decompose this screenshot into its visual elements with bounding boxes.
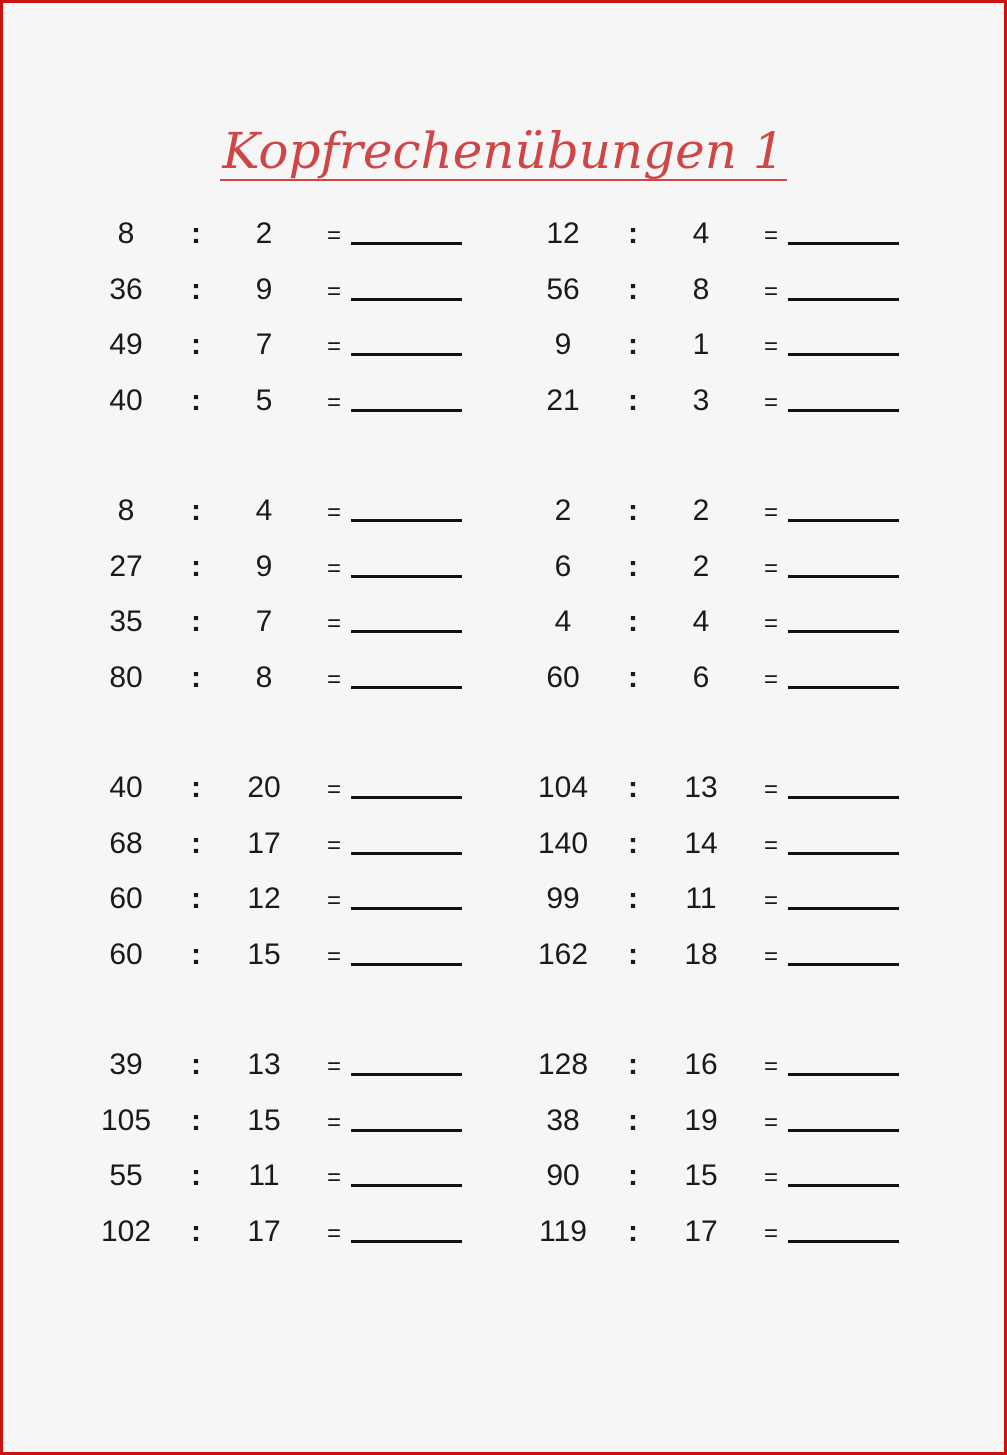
divisor: 20	[247, 771, 281, 804]
answer-blank-line[interactable]	[788, 1184, 899, 1187]
division-exercise	[3, 879, 423, 919]
dividend: 140	[537, 826, 589, 860]
divisor: 17	[247, 826, 281, 860]
division-sign: :	[191, 494, 201, 527]
dividend: 60	[546, 660, 580, 694]
divisor: 8	[255, 660, 273, 694]
divisor: 15	[684, 1159, 718, 1192]
division-sign: :	[628, 1103, 638, 1137]
equals-sign: =	[326, 887, 341, 914]
equals-sign: =	[763, 1108, 778, 1136]
divisor: 8	[692, 272, 710, 306]
dividend: 60	[109, 882, 143, 915]
equals-sign: =	[763, 610, 778, 637]
dividend: 9	[554, 328, 572, 361]
divisor: 7	[255, 328, 273, 361]
division-sign: :	[191, 937, 201, 971]
division-exercise	[3, 935, 423, 975]
dividend: 36	[109, 272, 143, 306]
dividend: 38	[546, 1103, 580, 1137]
dividend: 8	[117, 494, 135, 527]
division-sign: :	[191, 1103, 201, 1137]
answer-blank-line[interactable]	[788, 575, 899, 578]
equals-sign: =	[763, 499, 778, 526]
divisor: 17	[247, 1214, 281, 1248]
division-sign: :	[628, 1159, 638, 1192]
division-exercise	[3, 325, 423, 365]
dividend: 119	[539, 1214, 587, 1248]
answer-blank-line[interactable]	[788, 963, 899, 966]
division-sign: :	[628, 1048, 638, 1081]
division-sign: :	[628, 272, 638, 306]
divisor: 4	[692, 217, 710, 250]
division-sign: :	[628, 383, 638, 417]
divisor: 2	[692, 549, 710, 583]
divisor: 16	[684, 1048, 718, 1081]
division-exercise	[3, 768, 423, 808]
division-exercise	[3, 381, 423, 421]
equals-sign: =	[763, 887, 778, 914]
division-sign: :	[191, 272, 201, 306]
answer-blank-line[interactable]	[788, 686, 899, 689]
equals-sign: =	[763, 776, 778, 803]
division-exercise	[440, 1045, 860, 1085]
division-exercise	[3, 658, 423, 698]
divisor: 13	[247, 1048, 281, 1081]
equals-sign: =	[763, 333, 778, 360]
divisor: 17	[684, 1214, 718, 1248]
equals-sign: =	[326, 1164, 341, 1191]
dividend: 8	[117, 217, 135, 250]
division-exercise	[440, 214, 860, 254]
division-exercise	[440, 381, 860, 421]
answer-blank-line[interactable]	[788, 242, 899, 245]
divisor: 1	[692, 328, 710, 361]
division-sign: :	[628, 217, 638, 250]
equals-sign: =	[763, 277, 778, 305]
division-exercise	[3, 270, 423, 310]
answer-blank-line[interactable]	[788, 409, 899, 412]
dividend: 35	[109, 605, 143, 638]
division-exercise	[440, 491, 860, 531]
divisor: 18	[684, 937, 718, 971]
division-sign: :	[191, 605, 201, 638]
dividend: 6	[554, 549, 572, 583]
division-sign: :	[191, 826, 201, 860]
division-exercise	[440, 768, 860, 808]
division-sign: :	[191, 882, 201, 915]
divisor: 19	[684, 1103, 718, 1137]
equals-sign: =	[326, 831, 341, 859]
dividend: 40	[109, 771, 143, 804]
division-exercise	[3, 1101, 423, 1141]
dividend: 60	[109, 937, 143, 971]
division-exercise	[3, 602, 423, 642]
division-sign: :	[191, 660, 201, 694]
division-sign: :	[628, 937, 638, 971]
division-sign: :	[191, 771, 201, 804]
division-exercise	[440, 658, 860, 698]
dividend: 68	[109, 826, 143, 860]
division-sign: :	[191, 328, 201, 361]
dividend: 99	[546, 882, 580, 915]
equals-sign: =	[326, 388, 341, 416]
divisor: 11	[248, 1159, 280, 1192]
divisor: 9	[255, 549, 273, 583]
division-sign: :	[191, 217, 201, 250]
division-exercise	[3, 214, 423, 254]
equals-sign: =	[326, 222, 341, 249]
equals-sign: =	[326, 277, 341, 305]
answer-blank-line[interactable]	[788, 1073, 899, 1076]
division-sign: :	[191, 1159, 201, 1192]
division-sign: :	[628, 1214, 638, 1248]
answer-blank-line[interactable]	[788, 630, 899, 633]
equals-sign: =	[763, 942, 778, 970]
divisor: 7	[255, 605, 273, 638]
equals-sign: =	[326, 1053, 341, 1080]
dividend: 21	[546, 383, 580, 417]
dividend: 40	[109, 383, 143, 417]
equals-sign: =	[763, 1219, 778, 1247]
divisor: 15	[247, 937, 281, 971]
equals-sign: =	[763, 554, 778, 582]
division-sign: :	[628, 826, 638, 860]
division-sign: :	[628, 605, 638, 638]
division-sign: :	[191, 549, 201, 583]
dividend: 90	[546, 1159, 580, 1192]
division-exercise	[440, 325, 860, 365]
answer-blank-line[interactable]	[788, 353, 899, 356]
division-exercise	[440, 1212, 860, 1252]
answer-blank-line[interactable]	[788, 907, 899, 910]
divisor: 9	[255, 272, 273, 306]
dividend: 39	[109, 1048, 143, 1081]
equals-sign: =	[326, 776, 341, 803]
division-exercise	[3, 1045, 423, 1085]
division-sign: :	[191, 1048, 201, 1081]
equals-sign: =	[326, 942, 341, 970]
equals-sign: =	[326, 610, 341, 637]
divisor: 4	[255, 494, 273, 527]
division-exercise	[440, 270, 860, 310]
worksheet-title-text: Kopfrechenübungen 1	[222, 122, 785, 180]
equals-sign: =	[763, 1164, 778, 1191]
answer-blank-line[interactable]	[788, 519, 899, 522]
dividend: 4	[554, 605, 572, 638]
divisor: 4	[692, 605, 710, 638]
worksheet-title	[3, 123, 1004, 193]
equals-sign: =	[326, 665, 341, 693]
dividend: 12	[546, 217, 580, 250]
division-exercise	[440, 1101, 860, 1141]
dividend: 105	[100, 1103, 152, 1137]
division-sign: :	[628, 549, 638, 583]
answer-blank-line[interactable]	[788, 298, 899, 301]
dividend: 80	[109, 660, 143, 694]
equals-sign: =	[763, 665, 778, 693]
divisor: 3	[692, 383, 710, 417]
answer-blank-line[interactable]	[788, 1129, 899, 1132]
divisor: 5	[255, 383, 273, 417]
equals-sign: =	[763, 1053, 778, 1080]
division-exercise	[3, 491, 423, 531]
division-sign: :	[628, 328, 638, 361]
dividend: 162	[537, 937, 589, 971]
dividend: 27	[109, 549, 143, 583]
equals-sign: =	[763, 831, 778, 859]
equals-sign: =	[326, 1219, 341, 1247]
division-exercise	[440, 1156, 860, 1196]
equals-sign: =	[763, 222, 778, 249]
divisor: 12	[247, 882, 281, 915]
equals-sign: =	[326, 333, 341, 360]
dividend: 128	[537, 1048, 589, 1081]
dividend: 55	[109, 1159, 143, 1192]
division-exercise	[440, 935, 860, 975]
division-sign: :	[628, 494, 638, 527]
answer-blank-line[interactable]	[788, 1240, 899, 1243]
divisor: 2	[255, 217, 273, 250]
dividend: 2	[554, 494, 572, 527]
dividend: 104	[537, 771, 589, 804]
division-exercise	[3, 1156, 423, 1196]
division-exercise	[440, 879, 860, 919]
division-sign: :	[628, 660, 638, 694]
division-exercise	[3, 1212, 423, 1252]
division-exercise	[3, 824, 423, 864]
equals-sign: =	[763, 388, 778, 416]
divisor: 6	[692, 660, 710, 694]
division-exercise	[3, 547, 423, 587]
dividend: 49	[109, 328, 143, 361]
division-sign: :	[191, 383, 201, 417]
divisor: 15	[247, 1103, 281, 1137]
division-sign: :	[191, 1214, 201, 1248]
dividend: 102	[100, 1214, 152, 1248]
equals-sign: =	[326, 499, 341, 526]
division-exercise	[440, 547, 860, 587]
division-sign: :	[628, 882, 638, 915]
dividend: 56	[546, 272, 580, 306]
division-exercise	[440, 824, 860, 864]
divisor: 13	[684, 771, 718, 804]
divisor: 14	[684, 826, 718, 860]
answer-blank-line[interactable]	[788, 852, 899, 855]
division-sign: :	[628, 771, 638, 804]
equals-sign: =	[326, 554, 341, 582]
divisor: 2	[692, 494, 710, 527]
equals-sign: =	[326, 1108, 341, 1136]
divisor: 11	[685, 882, 717, 915]
division-exercise	[440, 602, 860, 642]
answer-blank-line[interactable]	[788, 796, 899, 799]
